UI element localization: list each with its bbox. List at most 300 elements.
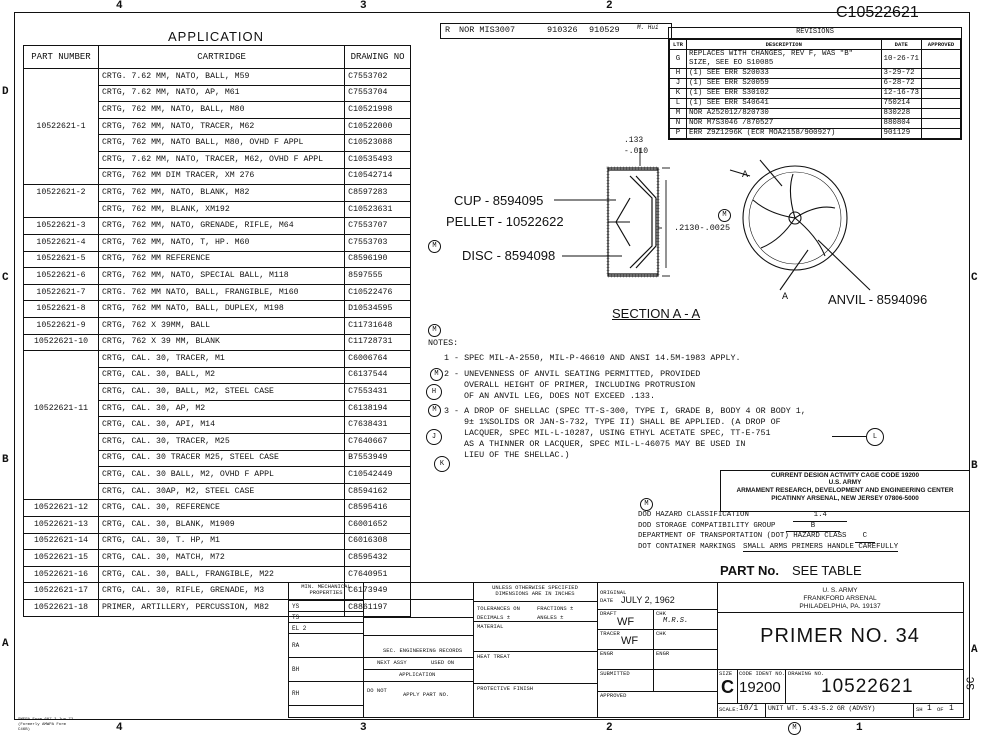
zone-bottom-4: 4	[116, 722, 123, 734]
note-3-line-3: LACQUER, SPEC MIL-L-10287, USING ETHYL ACETATE SPEC, TT-E-751	[464, 428, 771, 438]
engr-label-2: ENGR	[656, 650, 670, 657]
application-row	[24, 417, 411, 434]
revision-desc-cell: (1) SEE ERR S40641	[687, 99, 882, 109]
part-number-cell	[24, 102, 99, 119]
cartridge-cell: CRTG, 762 MM, NATO, BALL, M80	[99, 102, 345, 119]
tracer-value: WF	[621, 635, 639, 647]
application-row	[24, 434, 411, 451]
revision-appr-cell	[922, 109, 961, 119]
protective-finish: PROTECTIVE FINISH	[477, 685, 534, 692]
nor-date-2: 910529	[589, 25, 620, 35]
chk-label: CHK	[656, 610, 666, 617]
disc-label: DISC - 8594098	[462, 248, 556, 263]
next-assy: NEXT ASSY	[377, 659, 407, 666]
nor-r: R	[445, 25, 451, 35]
cartridge-cell: CRTG, 762 X 39MM, BALL	[99, 317, 345, 334]
revision-date-cell: 3-29-72	[881, 69, 921, 79]
city: PHILADELPHIA, PA. 19137	[799, 603, 881, 610]
mech-prop-row	[289, 634, 363, 658]
part-number-cell: 10522621-9	[24, 317, 99, 334]
application-row	[24, 118, 411, 135]
drawing-title: PRIMER NO. 34	[760, 625, 920, 647]
application-row	[24, 135, 411, 152]
application-row	[24, 268, 411, 285]
signature-block	[597, 583, 718, 717]
drawing-no-cell: C11728731	[345, 334, 411, 351]
revision-desc-cell: (1) SEE ERR S20033	[687, 69, 882, 79]
revision-appr-cell	[922, 129, 961, 139]
decimals: DECIMALS ±	[477, 614, 511, 621]
cartridge-cell: CRTG, CAL. 30, TRACER, M1	[99, 351, 345, 368]
part-number-cell: 10522621-15	[24, 550, 99, 567]
revision-row	[670, 129, 961, 139]
application-row	[24, 168, 411, 185]
drawing-no-cell: C7553702	[345, 69, 411, 86]
revision-row	[670, 89, 961, 99]
application-row	[24, 218, 411, 235]
drawing-no-cell: C8594162	[345, 483, 411, 500]
revision-desc-cell: (1) SEE ERR S20059	[687, 79, 882, 89]
revision-row	[670, 109, 961, 119]
cage-line-4: PICATINNY ARSENAL, NEW JERSEY 07806-5000	[771, 495, 919, 502]
drawing-no-cell: C8595432	[345, 550, 411, 567]
header-cartridge: CARTRIDGE	[99, 46, 345, 69]
rev-header-desc: DESCRIPTION	[687, 40, 882, 50]
application-row	[24, 550, 411, 567]
mech-prop-row	[289, 623, 363, 634]
revisions-table	[669, 39, 961, 139]
mech-props-list	[289, 601, 363, 706]
cage-value: 19200	[739, 679, 781, 696]
application-row	[24, 517, 411, 534]
cartridge-cell: CRTG, CAL. 30, AP, M2	[99, 400, 345, 417]
hazard-block	[638, 511, 958, 552]
revision-appr-cell	[922, 50, 961, 69]
cartridge-cell: CRTG. 7.62 MM, NATO, BALL, M59	[99, 69, 345, 86]
application-row	[24, 201, 411, 218]
engr-label: ENGR	[600, 650, 614, 657]
part-number-cell: 10522621-1	[24, 118, 99, 135]
dot-class-label: DEPARTMENT OF TRANSPORTATION (DOT) HAZARD CLASS	[638, 532, 847, 540]
application-row	[24, 351, 411, 368]
drawing-no-cell: C11731648	[345, 317, 411, 334]
drawing-no-cell: C6137544	[345, 367, 411, 384]
cartridge-cell: CRTG, 762 MM, NATO, GRENADE, RIFLE, M64	[99, 218, 345, 235]
cartridge-cell: CRTG, 762 MM REFERENCE	[99, 251, 345, 268]
of-label: OF	[937, 706, 944, 713]
zone-left-b: B	[2, 454, 9, 466]
application-row	[24, 450, 411, 467]
size-label: SIZE	[719, 670, 733, 677]
note-3-line-2: 9± 1%SOLIDS OR JAN-S-732, TYPE II) SHALL BE APPLIED. (A DROP OF	[464, 417, 781, 427]
heat-treat: HEAT TREAT	[477, 653, 511, 660]
revision-row	[670, 99, 961, 109]
footer-form-note: SMFPA Form 607-2 Jun 72 (Formerly AMWPA Form C46B)	[18, 718, 74, 732]
part-number-cell	[24, 483, 99, 500]
part-number-cell: 10522621-11	[24, 400, 99, 417]
part-number-cell	[24, 85, 99, 102]
cage-code-block	[720, 470, 970, 512]
size-value: C	[721, 677, 734, 697]
army: U. S. ARMY	[822, 587, 858, 594]
cartridge-cell: CRTG, CAL. 30, TRACER, M25	[99, 434, 345, 451]
application-row	[24, 69, 411, 86]
cartridge-cell: CRTG, CAL. 30, BALL, M2, STEEL CASE	[99, 384, 345, 401]
part-number-cell: 10522621-17	[24, 583, 99, 600]
revision-date-cell: 830228	[881, 109, 921, 119]
part-number-cell	[24, 135, 99, 152]
marker-l-leader	[832, 436, 866, 437]
cartridge-cell: CRTG, CAL. 30, T. HP, M1	[99, 533, 345, 550]
note-1: 1 - SPEC MIL-A-2550, MIL-P-46610 AND ANSI 14.5M-1983 APPLY.	[444, 353, 741, 363]
marker-m-bottom: M	[788, 722, 801, 735]
drawing-no-cell: C6138194	[345, 400, 411, 417]
part-number-cell: 10522621-4	[24, 234, 99, 251]
application-row	[24, 533, 411, 550]
cartridge-cell: CRTG, CAL. 30, BALL, M2	[99, 367, 345, 384]
cage-label: CODE IDENT NO.	[739, 670, 786, 677]
revision-date-cell: 901129	[881, 129, 921, 139]
anvil-plan-view	[730, 160, 870, 290]
drawing-no-cell: C10523631	[345, 201, 411, 218]
part-number-cell: 10522621-2	[24, 185, 99, 202]
marker-m-section: M	[428, 240, 441, 253]
revision-date-cell: 12-16-73	[881, 89, 921, 99]
zone-bottom-1: 1	[856, 722, 863, 734]
draft-label: DRAFT	[600, 610, 617, 617]
marker-k: K	[434, 456, 450, 472]
application-header-row	[24, 46, 411, 69]
dot-class-value: C	[855, 532, 875, 543]
rev-header-approved: APPROVED	[922, 40, 961, 50]
note-3-line-5: LIEU OF THE SHELLAC.)	[464, 450, 570, 460]
mech-prop-row	[289, 601, 363, 612]
part-number-cell	[24, 467, 99, 484]
sheet-label: SH	[916, 706, 923, 713]
nor-box	[440, 23, 672, 39]
application-row	[24, 102, 411, 119]
cartridge-cell: CRTG, 762 MM, NATO BALL, M80, OVHD F APPL	[99, 135, 345, 152]
part-number-cell: 10522621-3	[24, 218, 99, 235]
revision-ltr-cell: M	[670, 109, 687, 119]
application-row	[24, 384, 411, 401]
revision-appr-cell	[922, 89, 961, 99]
chk-label-2: CHK	[656, 630, 666, 637]
original-date: JULY 2, 1962	[621, 595, 675, 605]
application-row	[24, 367, 411, 384]
revision-ltr-cell: J	[670, 79, 687, 89]
part-number-cell	[24, 367, 99, 384]
sec-eng-records: SEC. ENGINEERING RECORDS	[383, 647, 463, 654]
cartridge-cell: CRTG, CAL. 30, BALL, FRANGIBLE, M22	[99, 566, 345, 583]
part-no-label: PART No.	[720, 563, 779, 578]
zone-right-b: B	[971, 460, 978, 472]
cup-label: CUP - 8594095	[454, 193, 544, 208]
original-label: ORIGINAL	[600, 589, 627, 596]
application-row	[24, 85, 411, 102]
part-number-cell: 10522621-5	[24, 251, 99, 268]
revision-desc-cell: REPLACES WITH CHANGES, REV F, WAS "B" SIZE, SEE EO S10085	[687, 50, 882, 69]
application-row	[24, 467, 411, 484]
dot-markings-label: DOT CONTAINER MARKINGS	[638, 542, 736, 551]
part-number-cell: 10522621-10	[24, 334, 99, 351]
mech-prop-label: RA	[292, 642, 300, 649]
drawing-no-cell: C7640951	[345, 566, 411, 583]
application-row	[24, 483, 411, 500]
note-2-line-3: OF AN ANVIL LEG, DOES NOT EXCEED .133.	[464, 391, 655, 401]
drawing-no-cell: C8597283	[345, 185, 411, 202]
marker-m-notes: M	[428, 324, 441, 337]
dim-diameter: .2130-.0025	[674, 223, 731, 233]
chk-value: M.R.S.	[663, 617, 689, 625]
application-title: APPLICATION	[168, 29, 265, 44]
cartridge-cell: CRTG, CAL. 30, RIFLE, GRENADE, M3	[99, 583, 345, 600]
sc-label: SC	[966, 676, 978, 690]
scale-label: SCALE:	[719, 706, 739, 713]
cartridge-cell: CRTG, 762 MM NATO, BALL, DUPLEX, M198	[99, 301, 345, 318]
revision-desc-cell: NOR A252012/820730	[687, 109, 882, 119]
anvil-label: ANVIL - 8594096	[828, 292, 928, 307]
rev-header-ltr: LTR	[670, 40, 687, 50]
zone-right-a: A	[971, 644, 978, 656]
drawing-no-cell: C7638431	[345, 417, 411, 434]
cartridge-cell: CRTG, CAL. 30 TRACER M25, STEEL CASE	[99, 450, 345, 467]
tolerances-on: TOLERANCES ON	[477, 605, 520, 612]
drawing-no-cell: 8597555	[345, 268, 411, 285]
part-number-cell	[24, 69, 99, 86]
part-number-cell: 10522621-16	[24, 566, 99, 583]
tolerances-block	[473, 583, 598, 717]
drawing-no-cell: C8596190	[345, 251, 411, 268]
revision-desc-cell: ERR Z9Z1296K (ECR MOA2158/900927)	[687, 129, 882, 139]
mech-prop-row	[289, 682, 363, 706]
cartridge-cell: CRTG, 7.62 MM, NATO, AP, M61	[99, 85, 345, 102]
revision-appr-cell	[922, 79, 961, 89]
part-number-cell	[24, 151, 99, 168]
cartridge-cell: CRTG, CAL. 30, REFERENCE	[99, 500, 345, 517]
application-row	[24, 234, 411, 251]
drawing-no-cell: C10535493	[345, 151, 411, 168]
header-part-number: PART NUMBER	[24, 46, 99, 69]
zone-left-d: D	[2, 86, 9, 98]
revision-ltr-cell: L	[670, 99, 687, 109]
hazard-class-label: DOD HAZARD CLASSIFICATION	[638, 511, 749, 519]
used-on: USED ON	[431, 659, 455, 666]
revision-desc-cell: NOR M7S3046 /870527	[687, 119, 882, 129]
apply-part-no: APPLY PART NO.	[403, 691, 450, 698]
part-number-cell: 10522621-7	[24, 284, 99, 301]
tracer-label: TRACER	[600, 630, 620, 637]
application-label: APPLICATION	[399, 671, 436, 678]
marker-h: H	[426, 384, 442, 400]
drawing-no-cell: B7553949	[345, 450, 411, 467]
drawing-no-cell: C6006764	[345, 351, 411, 368]
drawing-no-cell: C6016308	[345, 533, 411, 550]
revision-row	[670, 50, 961, 69]
revision-ltr-cell: G	[670, 50, 687, 69]
drawing-no-cell: C6173949	[345, 583, 411, 600]
revision-appr-cell	[922, 99, 961, 109]
nor-signature: M. Hui	[637, 24, 659, 31]
mech-prop-label: BH	[292, 666, 300, 673]
revision-desc-cell: (1) SEE ERR S30102	[687, 89, 882, 99]
tolerance-header: UNLESS OTHERWISE SPECIFIED DIMENSIONS ARE IN INCHES	[473, 583, 597, 602]
draft-value: WF	[617, 616, 635, 628]
marker-m-hazard: M	[640, 498, 653, 511]
note-2-line-1: 2 - UNEVENNESS OF ANVIL SEATING PERMITTED, PROVIDED	[444, 369, 701, 379]
cage-line-1: CURRENT DESIGN ACTIVITY CAGE CODE 19200	[770, 472, 920, 479]
eng-records	[363, 583, 474, 717]
revision-appr-cell	[922, 69, 961, 79]
drawing-no-cell: C8861197	[345, 600, 411, 617]
angles: ANGLES ±	[537, 614, 564, 621]
section-marker-a-top: A	[742, 170, 749, 181]
cartridge-cell: CRTG, CAL. 30 BALL, M2, OVHD F APPL	[99, 467, 345, 484]
revision-date-cell: 10-26-71	[881, 50, 921, 69]
nor-number: NOR MIS3007	[459, 25, 516, 35]
drawing-no-cell: C10521998	[345, 102, 411, 119]
cartridge-cell: CRTG. 762 MM NATO, BALL, FRANGIBLE, M160	[99, 284, 345, 301]
agency	[717, 583, 963, 613]
part-number-cell: 10522621-8	[24, 301, 99, 318]
drawing-no-cell: C7640667	[345, 434, 411, 451]
cartridge-cell: CRTG, 7.62 MM, NATO, TRACER, M62, OVHD F APPL	[99, 151, 345, 168]
drawing-no-cell: C10522476	[345, 284, 411, 301]
drawing-no-cell: D10534595	[345, 301, 411, 318]
revision-appr-cell	[922, 119, 961, 129]
submitted-label: SUBMITTED	[600, 670, 630, 677]
nor-date-1: 910326	[547, 25, 578, 35]
drawing-no-value: 10522621	[821, 676, 914, 697]
drawing-no-cell: C10542449	[345, 467, 411, 484]
fractions: FRACTIONS ±	[537, 605, 574, 612]
part-number-cell	[24, 201, 99, 218]
part-number-cell	[24, 351, 99, 368]
agency-block	[717, 583, 963, 717]
notes-heading: NOTES:	[428, 338, 459, 348]
cartridge-cell: CRTG, 762 MM, NATO, SPECIAL BALL, M118	[99, 268, 345, 285]
part-number-cell: 10522621-14	[24, 533, 99, 550]
dot-markings-value: SMALL ARMS PRIMERS HANDLE CAREFULLY	[743, 542, 899, 551]
application-row	[24, 284, 411, 301]
note-3-line-4: AS A THINNER OR LACQUER, SPEC MIL-L-46075 MAY BE USED IN	[464, 439, 746, 449]
drawing-no-cell: C8595416	[345, 500, 411, 517]
application-row	[24, 500, 411, 517]
revision-row	[670, 69, 961, 79]
revision-ltr-cell: H	[670, 69, 687, 79]
part-number-cell	[24, 417, 99, 434]
revision-date-cell: 750214	[881, 99, 921, 109]
revision-date-cell: 880804	[881, 119, 921, 129]
revision-ltr-cell: N	[670, 119, 687, 129]
application-row	[24, 334, 411, 351]
part-number-cell: 10522621-6	[24, 268, 99, 285]
approved-label: APPROVED	[600, 692, 627, 699]
pellet-label: PELLET - 10522622	[446, 214, 564, 229]
mech-props	[289, 583, 364, 717]
revision-row	[670, 79, 961, 89]
cartridge-cell: CRTG, 762 MM, NATO, BLANK, M82	[99, 185, 345, 202]
date-label: DATE	[600, 597, 614, 604]
drawing-no-label: DRAWING NO.	[788, 670, 825, 677]
drawing-no-cell: C7553703	[345, 234, 411, 251]
application-row	[24, 151, 411, 168]
mech-props-title: MIN. MECHANICAL PROPERTIES	[289, 583, 363, 601]
part-number-cell: 10522621-18	[24, 600, 99, 617]
cartridge-cell: PRIMER, ARTILLERY, PERCUSSION, M82	[99, 600, 345, 617]
part-number-cell: 10522621-13	[24, 517, 99, 534]
revision-ltr-cell: K	[670, 89, 687, 99]
cartridge-cell: CRTG, CAL. 30, API, M14	[99, 417, 345, 434]
mech-prop-label: TS	[292, 614, 300, 621]
sheet-value: 1	[927, 704, 932, 713]
storage-group-label: DOD STORAGE COMPATIBILITY GROUP	[638, 521, 776, 530]
mech-prop-label: RH	[292, 690, 300, 697]
cartridge-cell: CRTG, 762 MM, NATO, TRACER, M62	[99, 118, 345, 135]
section-title: SECTION A - A	[612, 306, 701, 321]
marker-m-note-3: M	[428, 404, 441, 417]
application-row	[24, 301, 411, 318]
header-drawing-no: DRAWING NO	[345, 46, 411, 69]
mech-prop-label: YS	[292, 603, 300, 610]
unit-weight: UNIT WT. 5.43-5.2 GR (ADVSY)	[768, 705, 876, 712]
marker-m-note-2: M	[430, 368, 443, 381]
zone-top-4: 4	[116, 0, 123, 12]
marker-j: J	[426, 429, 442, 445]
mech-prop-row	[289, 658, 363, 682]
cartridge-cell: CRTG, 762 MM DIM TRACER, XM 276	[99, 168, 345, 185]
application-row	[24, 185, 411, 202]
cage-line-3: ARMAMENT RESEARCH, DEVELOPMENT AND ENGINEERING CENTER	[736, 487, 954, 494]
part-number-cell	[24, 384, 99, 401]
part-number-cell	[24, 168, 99, 185]
zone-left-c: C	[2, 272, 9, 284]
marker-l: L	[866, 428, 884, 446]
revision-row	[670, 119, 961, 129]
zone-top-2: 2	[606, 0, 613, 12]
part-number-cell	[24, 434, 99, 451]
do-not: DO NOT	[367, 687, 387, 694]
drawing-no-cell: C7553707	[345, 218, 411, 235]
zone-bottom-3: 3	[360, 722, 367, 734]
application-table	[23, 45, 411, 617]
cage-line-2: U.S. ARMY	[828, 479, 862, 486]
note-2-line-2: OVERALL HEIGHT OF PRIMER, INCLUDING PROTRUSION	[464, 380, 696, 390]
drawing-no-cell: C10523088	[345, 135, 411, 152]
dim-height: .133	[624, 136, 644, 145]
drawing-no-cell: C10522000	[345, 118, 411, 135]
scale-value: 10/1	[739, 704, 759, 713]
drawing-no-cell: C10542714	[345, 168, 411, 185]
title-block	[288, 582, 964, 718]
zone-right-c: C	[971, 272, 978, 284]
part-number-cell: 10522621-12	[24, 500, 99, 517]
sheets-value: 1	[949, 704, 954, 713]
revisions-block	[668, 27, 962, 140]
application-row	[24, 566, 411, 583]
drawing-no-cell: C7553704	[345, 85, 411, 102]
application-row	[24, 400, 411, 417]
zone-left-a: A	[2, 638, 9, 650]
doc-number-top: C10522621	[836, 4, 919, 21]
dim-height-tol: -.010	[624, 147, 649, 156]
revision-date-cell: 6-28-72	[881, 79, 921, 89]
marker-m-dim: M	[718, 209, 731, 222]
mech-prop-label: EL 2	[292, 625, 307, 632]
part-number-cell	[24, 450, 99, 467]
section-marker-a-bottom: A	[782, 292, 789, 303]
material: MATERIAL	[477, 623, 504, 630]
